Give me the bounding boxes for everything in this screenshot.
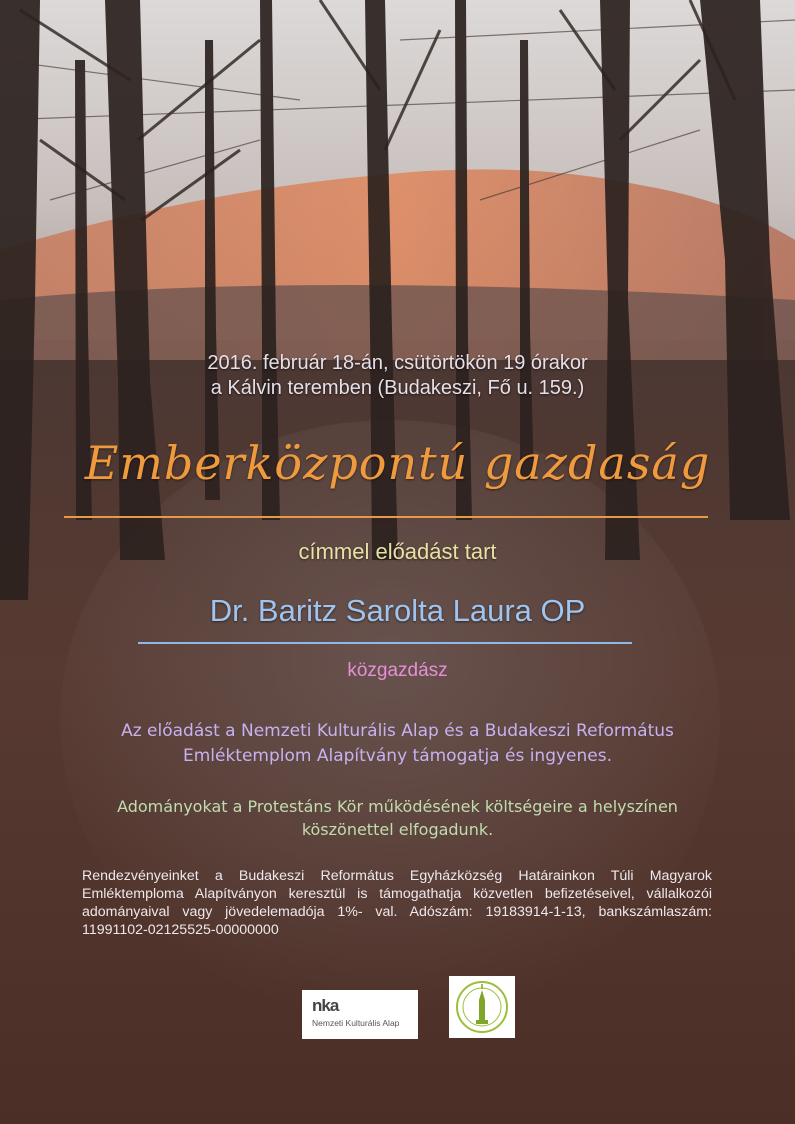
lecture-title: Emberközpontú gazdaság — [84, 436, 711, 490]
donation-line-2: köszönettel elfogadunk. — [301, 820, 494, 839]
event-date-venue — [0, 351, 795, 401]
foundation-seal-logo — [449, 976, 515, 1038]
event-date-line: 2016. február 18-án, csütörtökön 19 órakor — [207, 352, 588, 374]
donation-notice — [0, 795, 795, 841]
event-venue-line: a Kálvin teremben (Budakeszi, Fő u. 159.) — [210, 377, 585, 399]
bank-details: Rendezvényeinket a Budakeszi Református Egyházközség Határainkon Túli Magyarok Emléktemploma Alapítványon keresztül is támogathatja közvetlen befizetéseivel, vállalkozói adományaival vagy jövedelemadója 1%- val. Adószám: 19183914-1-13, bankszámlaszám: 11991102-02125525-00000000 — [82, 868, 712, 938]
speaker-name: Dr. Baritz Sarolta Laura OP — [209, 593, 586, 628]
speaker-underline — [138, 642, 632, 644]
support-line-2: Emléktemplom Alapítvány támogatja és ingyenes. — [182, 746, 613, 766]
church-seal-icon — [449, 976, 515, 1038]
nka-logo-mark: nka — [312, 996, 339, 1015]
nka-logo-text: Nemzeti Kulturális Alap — [312, 1018, 400, 1028]
nka-logo — [302, 990, 418, 1039]
donation-line-1: Adományokat a Protestáns Kör működésének költségeire a helyszínen — [117, 797, 678, 816]
speaker-profession: közgazdász — [347, 660, 448, 681]
lecture-subtitle: címmel előadást tart — [298, 539, 497, 564]
support-notice — [0, 719, 795, 769]
support-line-1: Az előadást a Nemzeti Kulturális Alap és a Budakeszi Református — [121, 721, 674, 741]
title-underline — [64, 516, 708, 518]
